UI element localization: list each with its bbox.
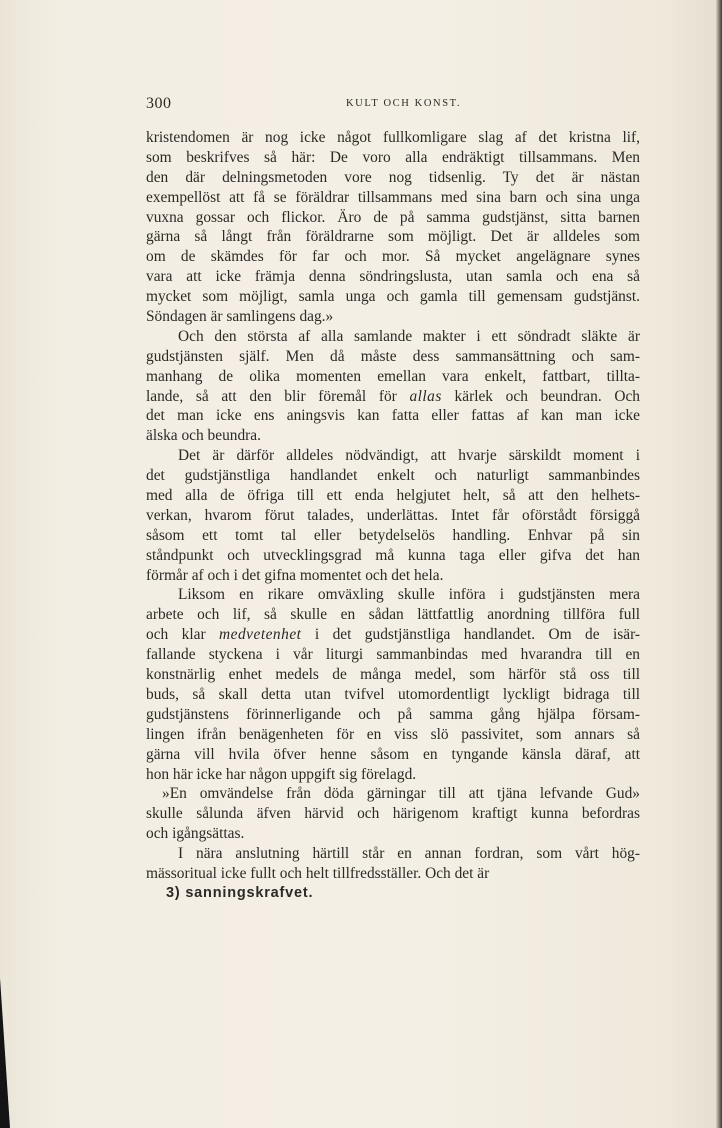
text-line: I nära anslutning härtill står en annan fordran, som vårt hög- — [178, 845, 640, 863]
text-line: gudstjänstens förinnerligande och på samma gång hjälpa försam- — [146, 705, 640, 723]
text-line: hon här icke har någon uppgift sig förelagd. — [146, 765, 417, 783]
text-line: fallande styckena i vår liturgi sammanbindas med hvarandra till en — [146, 646, 640, 664]
text-line: »En omvändelse från döda gärningar till att tjäna lefvande Gud» — [162, 785, 640, 803]
text-segment: lande, så att den blir föremål för — [146, 387, 397, 405]
text-line: Liksom en rikare omväxling skulle införa i gudstjänsten mera — [178, 586, 640, 604]
text-line: älska och beundra. — [146, 427, 261, 445]
text-line: gärna vill hvila öfver henne såsom en tyngande känsla däraf, att — [146, 745, 640, 763]
text-line: det gudstjänstliga handlandet enkelt och naturligt sammanbindes — [146, 467, 640, 485]
text-line: kristendomen är nog icke något fullkomligare slag af det kristna lif, — [146, 129, 640, 146]
page-header — [146, 95, 640, 115]
text-line: buds, så skall detta utan tvifvel utomordentligt lyckligt bidraga till — [146, 685, 640, 703]
scan-corner-mark — [0, 978, 10, 1128]
text-line: Och den största af alla samlande makter i ett söndradt släkte är — [178, 327, 640, 345]
emphasis-allas: allas — [409, 387, 442, 405]
text-line — [146, 387, 640, 407]
body-text — [146, 128, 640, 904]
section-heading: 3) sanningskrafvet. — [166, 884, 314, 901]
text-line: med alla de öfriga till ett enda helgjutet helt, så att den helhets- — [146, 487, 640, 505]
emphasis-medvetenhet: medvetenhet — [219, 626, 302, 644]
text-line: verkan, hvarom förut talades, underlättas. Intet får oförstådt försiggå — [146, 506, 640, 524]
text-segment: och klar — [146, 626, 206, 644]
text-line: och igångsättas. — [146, 825, 245, 843]
text-line: arbete och lif, så skulle en sådan lättfattlig anordning tillföra full — [146, 606, 640, 624]
page-edge-shadow — [716, 0, 722, 1128]
text-line: vara att icke främja denna söndringslusta, utan samla och ena så — [146, 268, 640, 286]
text-line: manhang de olika momenten emellan vara enkelt, fattbart, tillta- — [146, 367, 640, 385]
text-line: som beskrifves så här: De voro alla endräktigt tillsammans. Men — [146, 148, 640, 166]
page-number: 300 — [146, 95, 172, 112]
text-line: Det är därför alldeles nödvändigt, att hvarje särskildt moment i — [178, 447, 640, 465]
text-line: konstnärlig enhet medels de många medel, som härför stå oss till — [146, 666, 640, 684]
text-segment: kärlek och beundran. Och — [454, 387, 640, 405]
text-line: exempellöst att få se föräldrar tillsammans med sina barn och sina unga — [146, 188, 640, 206]
text-line: Söndagen är samlingens dag.» — [146, 308, 334, 326]
text-line: om de skämdes för far och mor. Så mycket angelägnare synes — [146, 248, 640, 266]
text-line: gudstjänsten själf. Men då måste dess sammansättning och sam- — [146, 347, 640, 365]
running-head: KULT OCH KONST. — [346, 98, 462, 109]
text-segment: i det gudstjänstliga handlandet. Om de isär- — [314, 626, 641, 644]
text-line: mycket som möjligt, samla unga och gamla till gemensam gudstjänst. — [146, 288, 640, 306]
text-line: lingen ifrån benägenheten för en viss slö passivitet, som annars så — [146, 725, 640, 743]
text-line: gärna så långt från föräldrarne som möjligt. Det är alldeles som — [146, 228, 640, 246]
text-line: skulle sålunda äfven härvid och härigenom kraftigt kunna befordras — [146, 805, 640, 823]
text-line: den där delningsmetoden vore nog tidsenlig. Ty det är nästan — [146, 168, 640, 186]
text-line: vuxna gossar och flickor. Äro de på samma gudstjänst, sitta barnen — [146, 208, 640, 226]
text-line: förmår af och i det gifna momentet och det hela. — [146, 566, 444, 584]
text-line — [146, 625, 640, 645]
text-line: såsom ett tomt tal eller betydelselös handling. Enhvar på sin — [146, 526, 640, 544]
text-line: det man icke ens aningsvis kan fatta eller fattas af kan man icke — [146, 407, 640, 425]
text-line: mässoritual icke fullt och helt tillfredsställer. Och det är — [146, 864, 490, 882]
text-line: ståndpunkt och utvecklingsgrad må kunna taga eller gifva det han — [146, 546, 640, 564]
